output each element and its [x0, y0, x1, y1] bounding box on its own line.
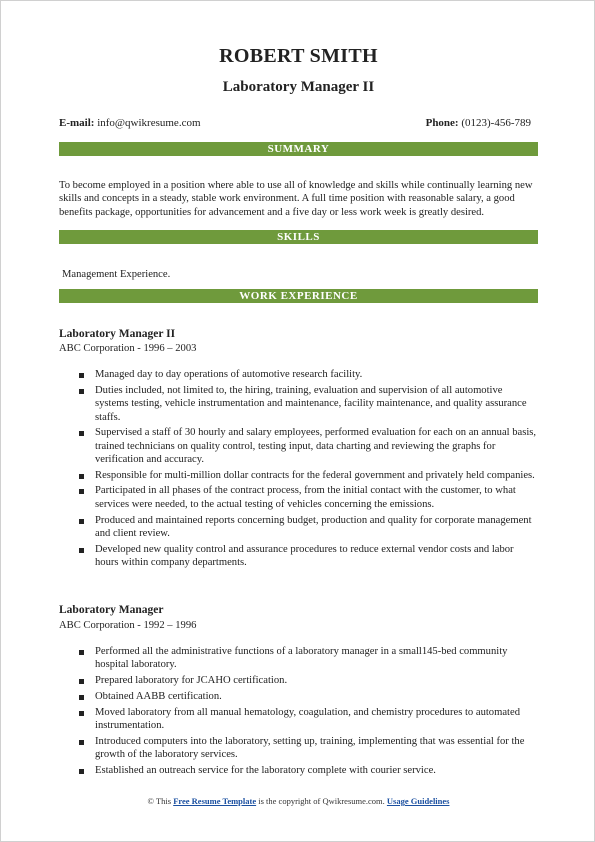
bullet-icon [79, 740, 84, 745]
candidate-title: Laboratory Manager II [222, 79, 375, 95]
bullet-item [59, 674, 538, 687]
bullet-text: Duties included, not limited to, the hiring, training, evaluation and supervision of all automotive systems testing, vehicle instrumentation and maintenance, facility maintenance, and quality assurance staffs. [95, 384, 527, 423]
email-label: E-mail: [59, 117, 95, 129]
bullet-icon [79, 474, 84, 479]
bullet-text: Managed day to day operations of automotive research facility. [95, 369, 363, 380]
bullet-icon [79, 769, 84, 774]
bullet-icon [79, 389, 84, 394]
job-company: ABC Corporation - 1996 – 2003 [59, 343, 197, 354]
phone-label: Phone: [425, 117, 459, 129]
phone-value: (0123)-456-789 [461, 117, 531, 129]
bullet-icon [79, 431, 84, 436]
summary-text: To become employed in a position where able to use all of knowledge and skills while continually learning new skills and concepts in a steady, stable work environment. A full time position with reasonable salary, a good benefits package, opportunities for advancement and a five day or less work week is greatly desired. [59, 180, 533, 218]
bullet-item [59, 690, 538, 703]
job-title: Laboratory Manager [59, 604, 164, 616]
footer-prefix: © This [147, 796, 174, 806]
bullet-item [59, 514, 538, 541]
bullet-icon [79, 650, 84, 655]
bullet-text: Prepared laboratory for JCAHO certification. [95, 675, 288, 687]
bullet-icon [79, 373, 84, 378]
bullet-text: Participated in all phases of the contract process, from the initial contact with the customer, to what services were needed, to the actual testing of vehicles concerning the emissions. [95, 485, 516, 510]
summary-header: SUMMARY [59, 142, 538, 156]
bullet-item [59, 543, 538, 570]
skills-header: SKILLS [59, 230, 538, 244]
bullet-icon [79, 489, 84, 494]
bullet-text: Moved laboratory from all manual hematology, coagulation, and chemistry procedures to automated instrumentation. [95, 706, 520, 731]
footer-middle: is the copyright of Qwikresume.com. [256, 796, 387, 806]
bullet-item [59, 735, 538, 762]
experience-header: WORK EXPERIENCE [59, 289, 538, 303]
bullet-item [59, 484, 538, 511]
job-company: ABC Corporation - 1992 – 1996 [59, 620, 197, 631]
bullet-text: Performed all the administrative functions of a laboratory manager in a small145-bed community hospital laboratory. [95, 646, 508, 671]
bullet-icon [79, 519, 84, 524]
email-value[interactable]: info@qwikresume.com [97, 117, 201, 129]
bullet-icon [79, 695, 84, 700]
job-bullets [59, 368, 538, 572]
bullet-item [59, 645, 538, 672]
job-bullets [59, 645, 538, 779]
bullet-item [59, 764, 538, 777]
candidate-name: ROBERT SMITH [219, 45, 378, 67]
email-line [59, 117, 201, 129]
bullet-text: Established an outreach service for the laboratory complete with courier service. [95, 764, 436, 776]
bullet-item [59, 384, 538, 424]
bullet-icon [79, 711, 84, 716]
bullet-icon [79, 679, 84, 684]
bullet-text: Supervised a staff of 30 hourly and salary employees, performed evaluation for each on an annual basis, trained technicians on quality control, testing input, data charting and reviewing the graphs for verification and accuracy. [95, 427, 537, 466]
usage-guidelines-link[interactable]: Usage Guidelines [386, 796, 450, 806]
bullet-item [59, 426, 538, 466]
footer [1, 796, 595, 806]
phone-line [426, 117, 531, 129]
skills-text: Management Experience. [62, 269, 171, 280]
bullet-item [59, 706, 538, 733]
bullet-text: Introduced computers into the laboratory, setting up, training, implementing that was essential for the growth of the laboratory services. [95, 735, 525, 761]
bullet-item [59, 469, 538, 482]
job-title: Laboratory Manager II [59, 328, 176, 340]
bullet-icon [79, 548, 84, 553]
free-resume-template-link[interactable]: Free Resume Template [173, 796, 257, 806]
bullet-text: Obtained AABB certification. [95, 690, 222, 702]
bullet-text: Developed new quality control and assurance procedures to reduce external vendor costs and labor hours within company departments. [95, 543, 514, 569]
bullet-item [59, 368, 538, 381]
bullet-text: Produced and maintained reports concerning budget, production and quality for corporate management and client review. [95, 514, 532, 539]
bullet-text: Responsible for multi-million dollar contracts for the federal government and privately held companies. [95, 469, 535, 481]
